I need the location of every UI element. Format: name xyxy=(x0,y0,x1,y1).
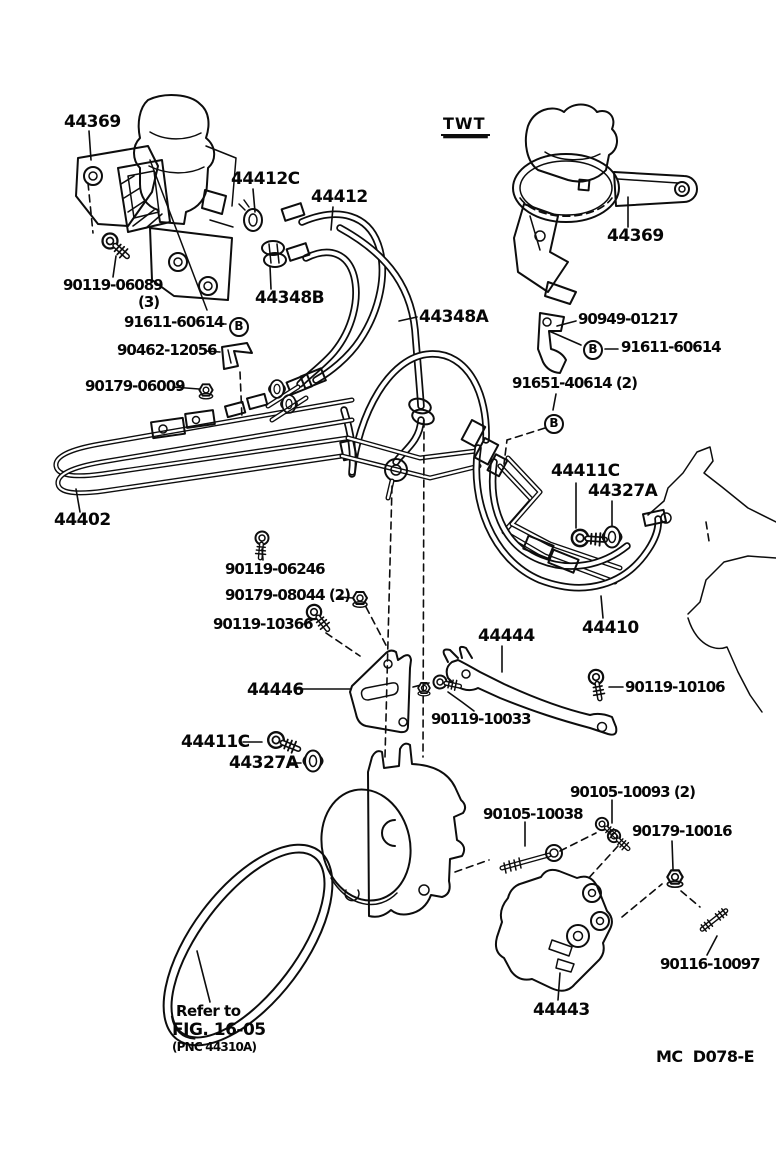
nut-90179-10016-icon xyxy=(667,870,682,887)
part-label-91651-40614-2: 91651-40614 (2) xyxy=(512,374,637,392)
part-label-90119-10366: 90119-10366 xyxy=(213,615,313,633)
part-label-44369: 44369 xyxy=(607,226,664,246)
ref-note-line1: Refer to xyxy=(176,1002,241,1020)
bolt-90119-06246-icon xyxy=(254,531,269,559)
part-label-90119-10106: 90119-10106 xyxy=(625,678,725,696)
part-label-90119-10033: 90119-10033 xyxy=(431,710,531,728)
part-label-44411c: 44411C xyxy=(181,732,250,752)
part-label-90949-01217: 90949-01217 xyxy=(578,310,678,328)
figure-code: MC D078-E xyxy=(656,1047,755,1066)
projection-lines xyxy=(88,183,700,917)
steering-gear-outline-art xyxy=(648,447,776,712)
part-label-90119-06089: 90119-06089 xyxy=(63,276,163,294)
bolt-90105-10093-b-icon xyxy=(605,827,632,853)
twt-reservoir-clamp-art xyxy=(513,105,697,305)
clamp-44348b-icon xyxy=(262,241,286,267)
clamp-44412c-icon xyxy=(239,200,262,231)
part-label-3: (3) xyxy=(138,293,160,311)
bolt-90105-10038-icon xyxy=(502,845,562,873)
part-label-44444: 44444 xyxy=(478,626,535,646)
grommet-44327a-left-icon xyxy=(303,751,323,772)
hoses-art xyxy=(282,203,487,474)
nut-90179-06009-icon xyxy=(199,384,212,399)
bolt-90119-10106-icon xyxy=(588,669,607,700)
stud-90116-10097-icon xyxy=(700,908,729,933)
part-label-90105-10093-2: 90105-10093 (2) xyxy=(570,783,695,801)
part-label-44410: 44410 xyxy=(582,618,639,638)
part-label-90119-06246: 90119-06246 xyxy=(225,560,325,578)
ref-note-line2: FIG. 16-05 xyxy=(172,1020,266,1040)
clip-90462-12056-icon xyxy=(222,343,252,369)
part-label-44443: 44443 xyxy=(533,1000,590,1020)
pump-art xyxy=(311,744,465,917)
part-label-44327a: 44327A xyxy=(229,753,299,773)
ref-note-line3: (PNC 44310A) xyxy=(172,1040,257,1054)
part-label-91611-60614: 91611-60614 xyxy=(124,313,224,331)
part-label-90462-12056: 90462-12056 xyxy=(117,341,217,359)
part-label-44411c: 44411C xyxy=(551,461,620,481)
circled-b-symbol: B xyxy=(229,317,249,337)
part-label-90105-10038: 90105-10038 xyxy=(483,805,583,823)
belt-reference-note xyxy=(172,1002,266,1054)
part-label-44327a: 44327A xyxy=(588,481,658,501)
part-label-44348b: 44348B xyxy=(255,288,325,308)
part-label-91611-60614: 91611-60614 xyxy=(621,338,721,356)
variant-tag: TWT xyxy=(441,114,490,136)
nut-90179-08044-icon xyxy=(353,592,367,607)
part-label-44402: 44402 xyxy=(54,510,111,530)
hose-clamp-a-icon xyxy=(269,380,286,398)
part-label-90116-10097: 90116-10097 xyxy=(660,955,760,973)
bolt-44411c-right-icon xyxy=(571,529,605,548)
circled-b-symbol: B xyxy=(544,414,564,434)
circled-b-symbol: B xyxy=(583,340,603,360)
part-label-44446: 44446 xyxy=(247,680,304,700)
bracket-44443-art xyxy=(496,870,612,991)
part-label-44369: 44369 xyxy=(64,112,121,132)
bracket-90949-art xyxy=(538,313,566,373)
part-label-90179-10016: 90179-10016 xyxy=(632,822,732,840)
part-label-44348a: 44348A xyxy=(419,307,489,327)
bracket-44446-art xyxy=(350,651,411,733)
part-label-44412c: 44412C xyxy=(231,169,300,189)
part-label-90179-06009: 90179-06009 xyxy=(85,377,185,395)
part-label-90179-08044-2: 90179-08044 (2) xyxy=(225,586,350,604)
part-label-44412: 44412 xyxy=(311,187,368,207)
